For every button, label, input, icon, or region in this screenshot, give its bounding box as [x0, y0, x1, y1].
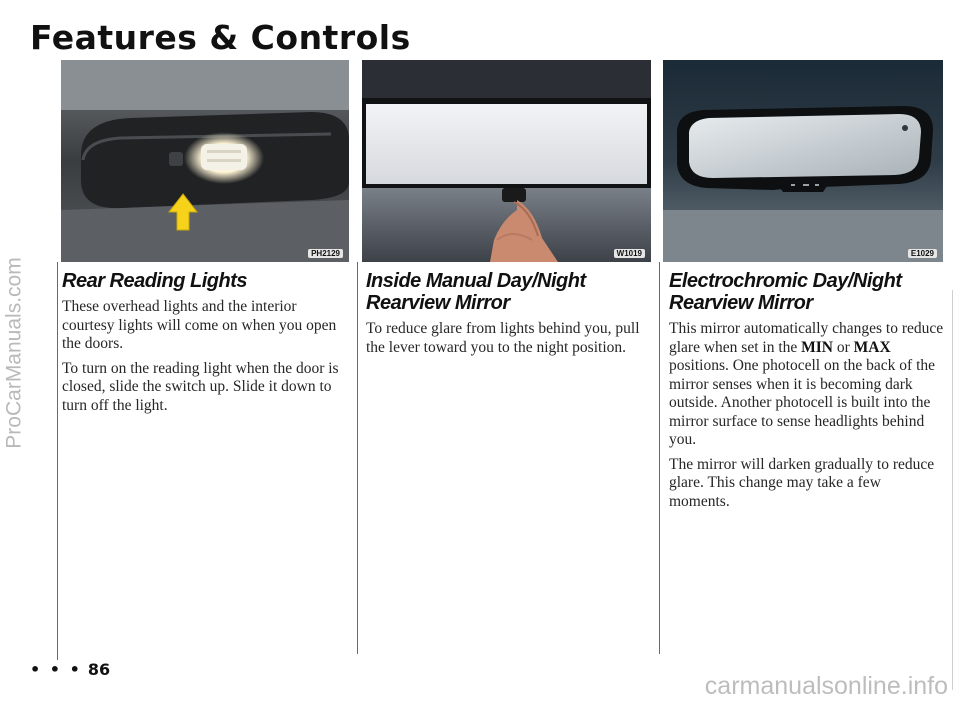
side-watermark — [0, 0, 30, 705]
footer-watermark: carmanualsonline.info — [704, 672, 948, 700]
photo-code: PH2129 — [308, 249, 343, 258]
photo-manual-mirror — [362, 60, 651, 262]
section-paragraph: To reduce glare from lights behind you, pull the lever toward you to the night position. — [366, 320, 640, 356]
column-divider — [952, 290, 953, 690]
page-title: Features & Controls — [30, 18, 411, 57]
section-heading: Electrochromic Day/Night Rearview Mirror — [669, 270, 902, 314]
page-number — [30, 660, 110, 679]
section-electrochromic-mirror — [669, 270, 945, 517]
photo-code: E1029 — [908, 249, 937, 258]
column-divider — [357, 262, 358, 654]
photo-reading-light — [61, 60, 349, 262]
section-manual-mirror — [366, 270, 651, 363]
paragraph-text: positions. One photocell on the back of the mirror senses when it is becoming dark outside. Another photocell is built into the mirror surface to sense headlights behind you. — [669, 357, 936, 448]
page-number-value: 86 — [87, 660, 111, 679]
min-position-label: MIN — [801, 338, 833, 356]
section-paragraph — [669, 320, 945, 450]
section-heading: Inside Manual Day/Night Rearview Mirror — [366, 270, 586, 314]
manual-mirror-illustration — [362, 60, 651, 262]
section-paragraph: The mirror will darken gradually to reduce glare. This change may take a few moments. — [669, 455, 935, 510]
photo-code: W1019 — [614, 249, 645, 258]
column-divider — [57, 262, 58, 660]
electrochromic-mirror-illustration — [663, 60, 943, 262]
column-divider — [659, 262, 660, 654]
section-paragraph: To turn on the reading light when the door is closed, slide the switch up. Slide it down to turn off the light. — [62, 359, 339, 414]
page-dots: • • • — [30, 660, 82, 679]
photo-electrochromic-mirror — [663, 60, 943, 262]
max-position-label: MAX — [853, 338, 891, 356]
paragraph-text: This mirror automatically changes to reduce glare when set in the — [669, 320, 944, 356]
paragraph-text: or — [833, 338, 854, 356]
section-rear-reading-lights — [62, 270, 347, 421]
reading-light-illustration — [61, 60, 349, 262]
section-paragraph: These overhead lights and the interior courtesy lights will come on when you open the doors. — [62, 298, 337, 352]
side-watermark-text: ProCarManuals.com — [3, 256, 26, 449]
section-heading: Rear Reading Lights — [62, 270, 247, 292]
